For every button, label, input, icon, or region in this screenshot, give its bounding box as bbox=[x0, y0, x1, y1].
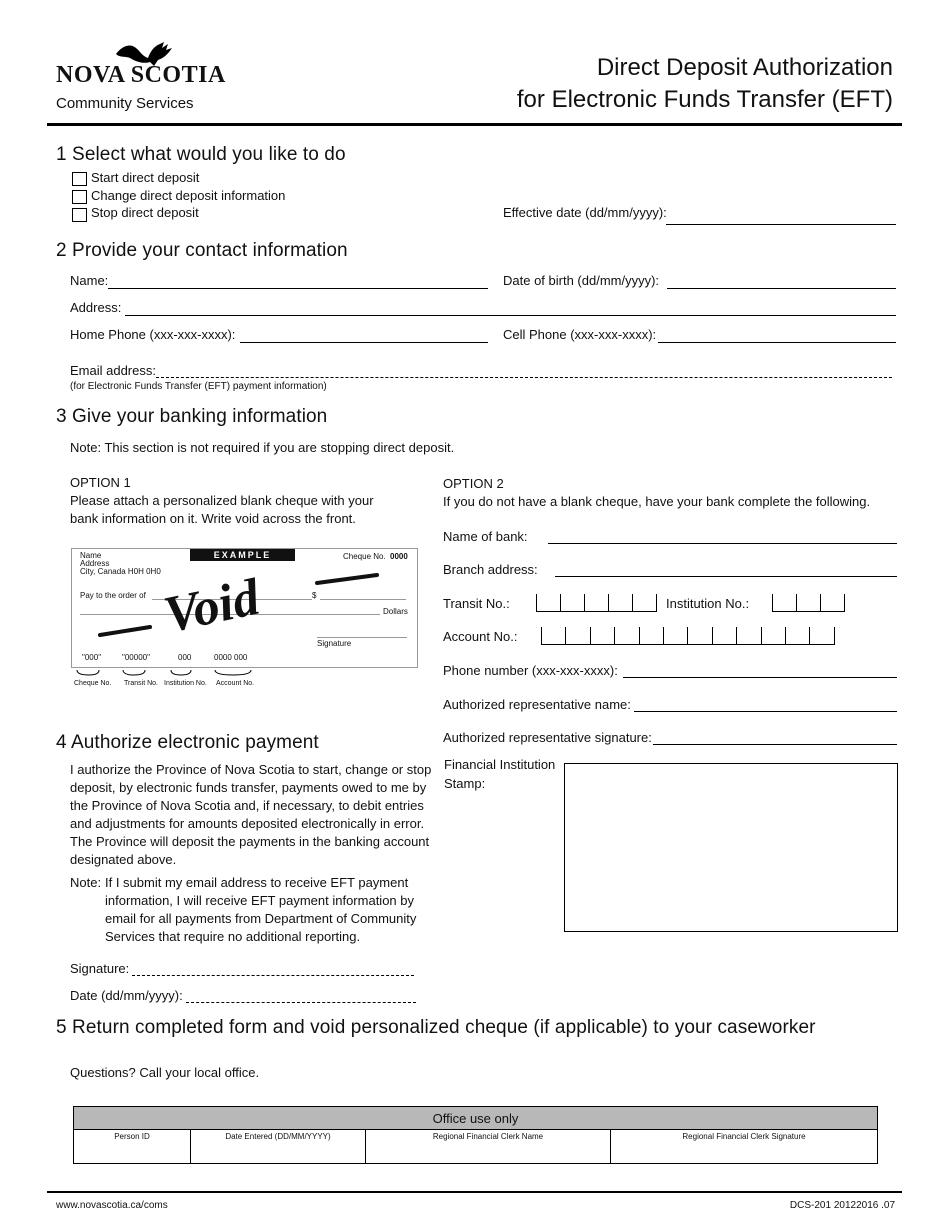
option2-text: If you do not have a blank cheque, have your bank complete the following. bbox=[443, 494, 871, 509]
branch-address-field[interactable] bbox=[555, 576, 897, 577]
signature-field[interactable] bbox=[132, 975, 414, 976]
section1-title: 1 Select what would you like to do bbox=[56, 144, 346, 165]
person-id-cell: Person ID bbox=[74, 1130, 191, 1164]
cheque-address: Address bbox=[80, 559, 110, 568]
address-label: Address: bbox=[70, 300, 122, 315]
note-line-2: information, I will receive EFT payment information by bbox=[105, 893, 414, 908]
bank-name-field[interactable] bbox=[548, 543, 897, 544]
date-label: Date (dd/mm/yyyy): bbox=[70, 988, 183, 1003]
institution-label: Institution No.: bbox=[666, 596, 750, 611]
home-phone-field[interactable] bbox=[240, 342, 488, 343]
date-entered-cell: Date Entered (DD/MM/YYYY) bbox=[191, 1130, 366, 1164]
note-line-4: Services that require no additional reporting. bbox=[105, 929, 361, 944]
authorization-line-2: deposit, by electronic funds transfer, payments owed to me by bbox=[70, 780, 427, 795]
dob-label: Date of birth (dd/mm/yyyy): bbox=[503, 273, 660, 288]
institution-number-field[interactable] bbox=[772, 594, 845, 612]
cheque-number-2: "00000" bbox=[122, 653, 150, 662]
office-use-table bbox=[73, 1106, 878, 1164]
cheque-name: Name bbox=[80, 551, 102, 560]
form-title-line2: for Electronic Funds Transfer (EFT) bbox=[516, 86, 893, 113]
option2-title: OPTION 2 bbox=[443, 476, 504, 491]
note-line-3: email for all payments from Department of Community bbox=[105, 911, 417, 926]
rep-signature-field[interactable] bbox=[653, 744, 897, 745]
stamp-label-line1: Financial Institution bbox=[444, 757, 556, 772]
branch-address-label: Branch address: bbox=[443, 562, 538, 577]
cheque-number-4: 0000 000 bbox=[214, 653, 248, 662]
option1-text-line1: Please attach a personalized blank cheque with your bbox=[70, 493, 374, 508]
change-deposit-label: Change direct deposit information bbox=[91, 188, 286, 203]
account-number-field[interactable] bbox=[541, 627, 835, 645]
header-rule bbox=[47, 123, 902, 126]
stamp-label-line2: Stamp: bbox=[444, 776, 486, 791]
authorization-line-1: I authorize the Province of Nova Scotia to start, change or stop bbox=[70, 762, 432, 777]
section2-title: 2 Provide your contact information bbox=[56, 240, 348, 261]
section3-note: Note: This section is not required if you are stopping direct deposit. bbox=[70, 440, 455, 455]
section3-title: 3 Give your banking information bbox=[56, 406, 328, 427]
cheque-caption-3: Institution No. bbox=[164, 680, 207, 687]
home-phone-label: Home Phone (xxx-xxx-xxxx): bbox=[70, 327, 236, 342]
footer-url: www.novascotia.ca/coms bbox=[56, 1200, 168, 1211]
authorization-line-4: and adjustments for amounts deposited electronically in error. bbox=[70, 816, 425, 831]
bank-name-label: Name of bank: bbox=[443, 529, 528, 544]
cheque-caption-2: Transit No. bbox=[124, 680, 158, 687]
clerk-name-cell: Regional Financial Clerk Name bbox=[366, 1130, 611, 1164]
cheque-number-label: Cheque No. bbox=[343, 552, 386, 561]
section5-title: 5 Return completed form and void personalized cheque (if applicable) to your caseworker bbox=[56, 1017, 816, 1038]
email-note: (for Electronic Funds Transfer (EFT) payment information) bbox=[70, 381, 327, 392]
signature-label: Signature: bbox=[70, 961, 130, 976]
email-label: Email address: bbox=[70, 363, 156, 378]
start-deposit-checkbox[interactable] bbox=[72, 172, 87, 186]
effective-date-label: Effective date (dd/mm/yyyy): bbox=[503, 205, 667, 220]
footer-rule bbox=[47, 1191, 902, 1193]
form-code: DCS-201 20122016 .07 bbox=[789, 1200, 895, 1211]
office-use-title: Office use only bbox=[74, 1107, 878, 1130]
section4-title: 4 Authorize electronic payment bbox=[56, 732, 319, 753]
cheque-dollars: Dollars bbox=[383, 607, 408, 616]
address-field[interactable] bbox=[125, 315, 896, 316]
stamp-box[interactable] bbox=[564, 763, 898, 932]
cheque-banner: EXAMPLE bbox=[190, 549, 295, 561]
cheque-signature-label: Signature bbox=[317, 639, 352, 648]
cheque-pay-to: Pay to the order of bbox=[80, 591, 146, 600]
cheque-dollar-sign: $ bbox=[312, 591, 317, 600]
date-field[interactable] bbox=[186, 1002, 416, 1003]
form-title-line1: Direct Deposit Authorization bbox=[596, 54, 893, 81]
bank-phone-label: Phone number (xxx-xxx-xxxx): bbox=[443, 663, 618, 678]
cheque-caption-4: Account No. bbox=[216, 680, 255, 687]
dob-field[interactable] bbox=[667, 288, 896, 289]
start-deposit-label: Start direct deposit bbox=[91, 170, 200, 185]
email-field[interactable] bbox=[156, 377, 892, 378]
option1-text-line2: bank information on it. Write void across the front. bbox=[70, 511, 356, 526]
authorization-note-prefix: Note: bbox=[70, 875, 102, 890]
transit-number-field[interactable] bbox=[536, 594, 657, 612]
name-label: Name: bbox=[70, 273, 109, 288]
transit-label: Transit No.: bbox=[443, 596, 510, 611]
cheque-number-3: 000 bbox=[178, 653, 192, 662]
name-field[interactable] bbox=[108, 288, 488, 289]
cell-phone-field[interactable] bbox=[658, 342, 896, 343]
stop-deposit-label: Stop direct deposit bbox=[91, 205, 199, 220]
cheque-caption-1: Cheque No. bbox=[74, 680, 112, 687]
clerk-signature-cell: Regional Financial Clerk Signature bbox=[611, 1130, 878, 1164]
authorization-line-5: The Province will deposit the payments in the banking account bbox=[70, 834, 430, 849]
cell-phone-label: Cell Phone (xxx-xxx-xxxx): bbox=[503, 327, 657, 342]
option1-title: OPTION 1 bbox=[70, 475, 131, 490]
rep-name-field[interactable] bbox=[634, 711, 897, 712]
cheque-number-1: "000" bbox=[82, 653, 102, 662]
questions-text: Questions? Call your local office. bbox=[70, 1065, 260, 1080]
cheque-example bbox=[71, 548, 418, 668]
bank-phone-field[interactable] bbox=[623, 677, 897, 678]
cheque-number-value: 0000 bbox=[390, 552, 408, 561]
authorization-note bbox=[105, 874, 435, 946]
authorization-line-6: designated above. bbox=[70, 852, 177, 867]
rep-signature-label: Authorized representative signature: bbox=[443, 730, 652, 745]
account-label: Account No.: bbox=[443, 629, 518, 644]
authorization-line-3: the Province of Nova Scotia and, if necessary, to debit entries bbox=[70, 798, 424, 813]
change-deposit-checkbox[interactable] bbox=[72, 190, 87, 204]
effective-date-field[interactable] bbox=[666, 224, 896, 225]
cheque-city: City, Canada H0H 0H0 bbox=[80, 567, 161, 576]
logo-text: NOVA SCOTIA bbox=[56, 62, 226, 88]
note-line-1: If I submit my email address to receive EFT payment bbox=[105, 875, 409, 890]
department-name: Community Services bbox=[56, 95, 194, 112]
cheque-caption-braces bbox=[71, 668, 271, 680]
authorization-paragraph bbox=[70, 761, 435, 869]
stop-deposit-checkbox[interactable] bbox=[72, 208, 87, 222]
logo bbox=[56, 40, 231, 92]
rep-name-label: Authorized representative name: bbox=[443, 697, 631, 712]
void-text: Void bbox=[159, 568, 265, 645]
